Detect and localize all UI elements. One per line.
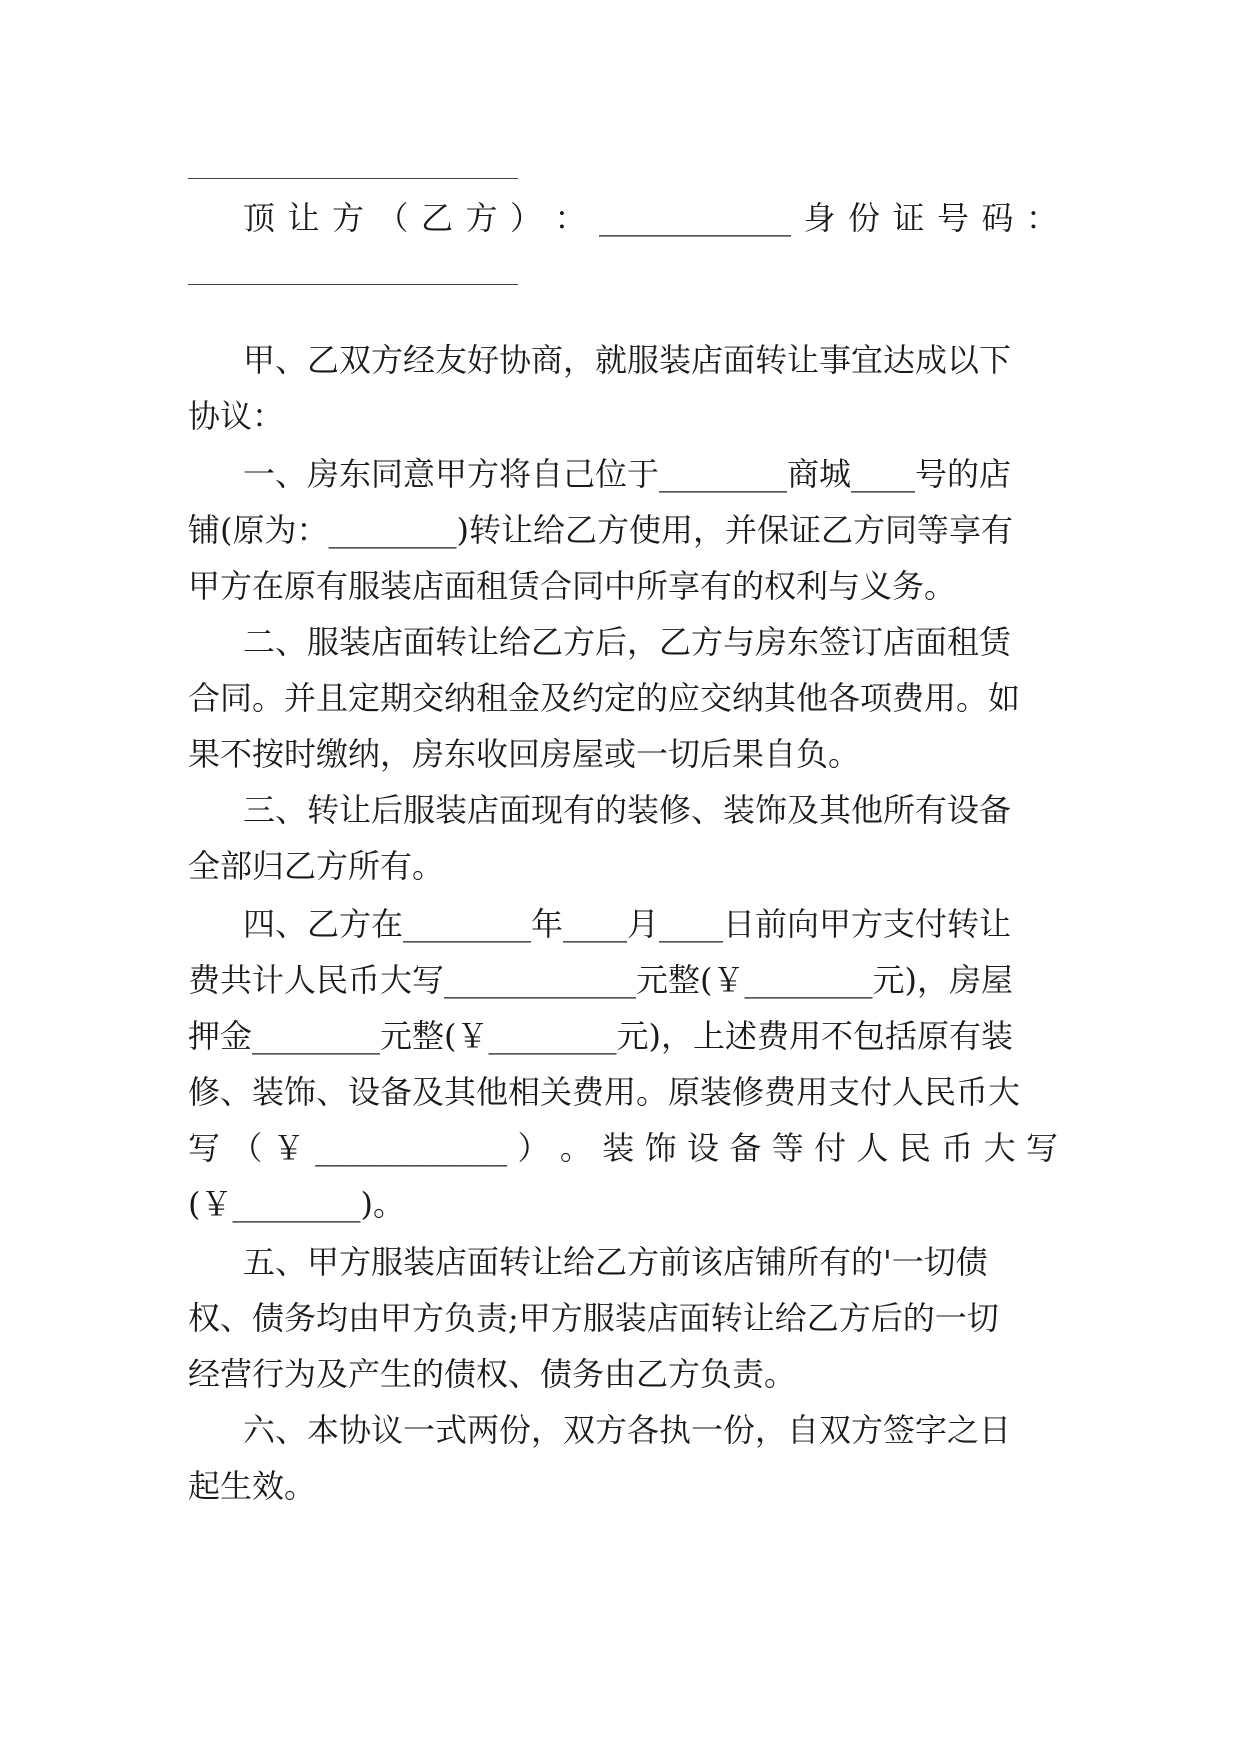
party-b-char: 让 bbox=[287, 199, 320, 237]
clause-4-char: 等 bbox=[771, 1129, 804, 1167]
party-b-line bbox=[243, 198, 1058, 238]
clause-4-char: 人 bbox=[856, 1129, 889, 1167]
clause-4-char: 付 bbox=[814, 1129, 847, 1167]
party-b-char: 份 bbox=[847, 199, 880, 237]
clause-4-char: ） bbox=[517, 1129, 550, 1167]
clause-4-char: （ bbox=[230, 1129, 263, 1167]
clause-4-char: 设 bbox=[686, 1129, 719, 1167]
clause-6-line-1: 六、本协议一式两份，双方各执一份，自双方签字之日 bbox=[243, 1411, 1012, 1449]
clause-4-char: 。 bbox=[559, 1129, 592, 1167]
party-b-char: 证 bbox=[892, 199, 925, 237]
party-b-char: ） bbox=[510, 199, 543, 237]
party-b-char: （ bbox=[376, 199, 409, 237]
clause-1-line-3: 甲方在原有服装店面租赁合同中所享有的权利与义务。 bbox=[188, 567, 957, 605]
clause-4-char: 币 bbox=[941, 1129, 974, 1167]
clause-4-line-6: (￥________)。 bbox=[188, 1185, 405, 1223]
intro-line-1: 甲、乙双方经友好协商，就服装店面转让事宜达成以下 bbox=[243, 341, 1012, 379]
clause-1-line-1: 一、房东同意甲方将自己位于________商城____号的店 bbox=[243, 455, 1012, 493]
clause-4-line-1: 四、乙方在________年____月____日前向甲方支付转让 bbox=[243, 905, 1012, 943]
clause-2-line-3: 果不按时缴纳，房东收回房屋或一切后果自负。 bbox=[188, 735, 861, 773]
party-b-char: 顶 bbox=[243, 199, 276, 237]
clause-4-line-2: 费共计人民币大写____________元整(￥________元)，房屋 bbox=[188, 961, 1013, 999]
clause-4-line-5 bbox=[188, 1128, 1058, 1168]
signature-underline-id bbox=[188, 284, 518, 285]
party-b-char: ： bbox=[554, 199, 587, 237]
clause-4-char: ￥ bbox=[272, 1129, 305, 1167]
clause-2-line-1: 二、服装店面转让给乙方后，乙方与房东签订店面租赁 bbox=[243, 623, 1012, 661]
clause-4-char: 饰 bbox=[644, 1129, 677, 1167]
party-b-name-blank: ____________ bbox=[599, 199, 791, 237]
party-b-char: 码 bbox=[981, 199, 1014, 237]
party-b-char: 方 bbox=[465, 199, 498, 237]
party-b-char: ： bbox=[1025, 199, 1058, 237]
party-b-char: 身 bbox=[803, 199, 836, 237]
clause-3-line-1: 三、转让后服装店面现有的装修、装饰及其他所有设备 bbox=[243, 791, 1012, 829]
clause-4-line-4: 修、装饰、设备及其他相关费用。原装修费用支付人民币大 bbox=[188, 1073, 1021, 1111]
clause-4-char: 大 bbox=[983, 1129, 1016, 1167]
clause-3-line-2: 全部归乙方所有。 bbox=[188, 847, 445, 885]
clause-4-char: 写 bbox=[1025, 1129, 1058, 1167]
clause-4-char: 装 bbox=[602, 1129, 635, 1167]
clause-4-char: 民 bbox=[898, 1129, 931, 1167]
clause-5-line-1: 五、甲方服装店面转让给乙方前该店铺所有的'一切债 bbox=[243, 1243, 988, 1281]
intro-line-2: 协议： bbox=[188, 397, 285, 435]
clause-5-line-2: 权、债务均由甲方负责;甲方服装店面转让给乙方后的一切 bbox=[188, 1299, 999, 1337]
clause-4-char: 写 bbox=[188, 1129, 221, 1167]
party-b-char: 乙 bbox=[421, 199, 454, 237]
party-b-char: 号 bbox=[936, 199, 969, 237]
clause-1-line-2: 铺(原为：________)转让给乙方使用，并保证乙方同等享有 bbox=[188, 511, 1013, 549]
signature-underline-top bbox=[188, 178, 518, 179]
clause-2-line-2: 合同。并且定期交纳租金及约定的应交纳其他各项费用。如 bbox=[188, 679, 1021, 717]
clause-4-char: 备 bbox=[729, 1129, 762, 1167]
clause-5-line-3: 经营行为及产生的债权、债务由乙方负责。 bbox=[188, 1355, 797, 1393]
party-b-char: 方 bbox=[332, 199, 365, 237]
clause-4-line-3: 押金________元整(￥________元)，上述费用不包括原有装 bbox=[188, 1017, 1013, 1055]
renovation-fee-blank: ____________ bbox=[315, 1129, 508, 1167]
clause-6-line-2: 起生效。 bbox=[188, 1467, 317, 1505]
